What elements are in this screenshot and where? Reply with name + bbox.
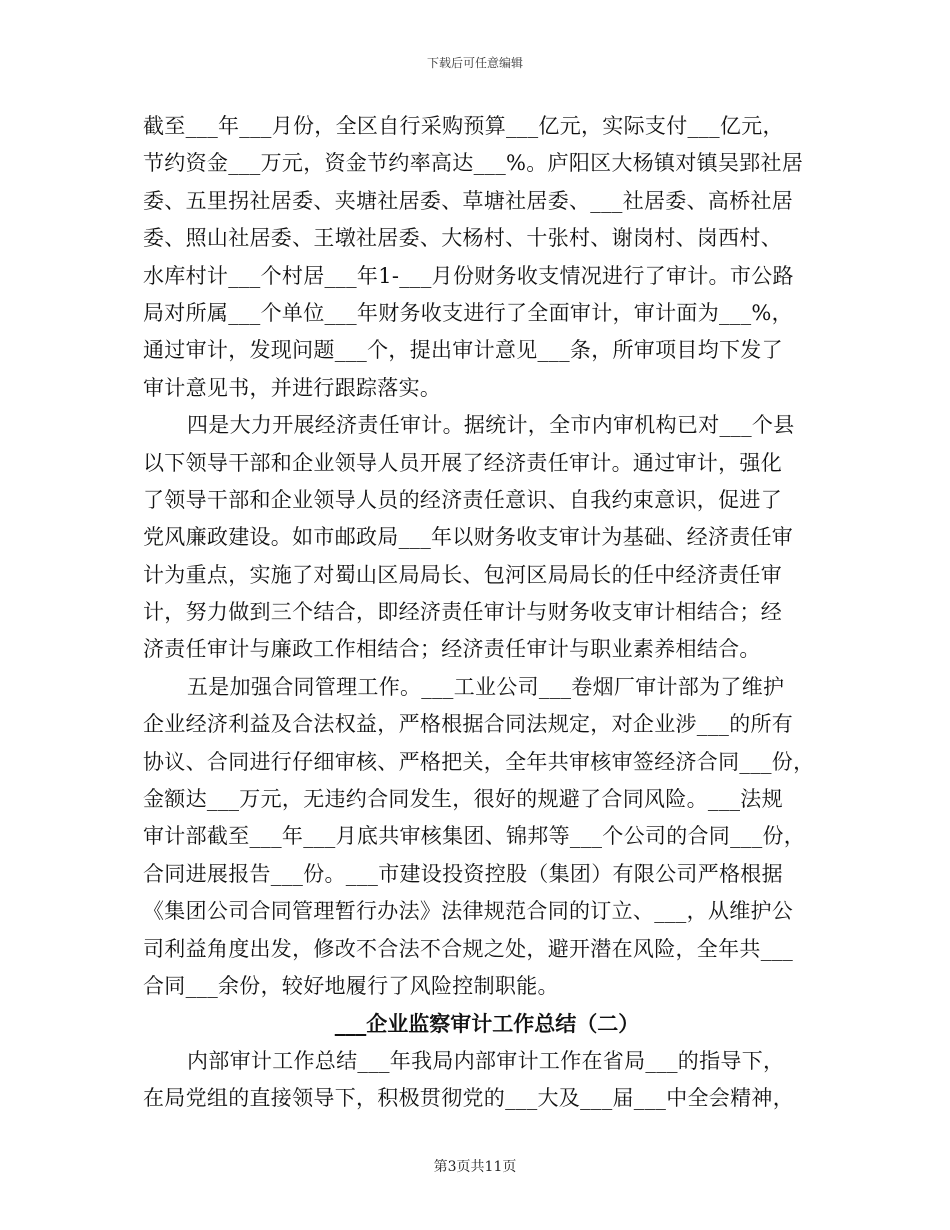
text-line: 局对所属___个单位___年财务收支进行了全面审计，审计面为___%， xyxy=(143,300,793,325)
paragraph-block-1 xyxy=(143,108,823,1005)
text-line: 司利益角度出发，修改不合法不合规之处，避开潜在风险，全年共___ xyxy=(143,936,794,961)
text-line: 截至___年___月份，全区自行采购预算___亿元，实际支付___亿元， xyxy=(143,114,784,138)
text-line: 《集团公司合同管理暂行办法》法律规范合同的订立、___，从维护公 xyxy=(143,899,794,924)
text-line: 节约资金___万元，资金节约率高达___%。庐阳区大杨镇对镇吴郢社居 xyxy=(143,151,804,176)
text-line: 济责任审计与廉政工作相结合；经济责任审计与职业素养相结合。 xyxy=(143,637,761,662)
text-line: 委、照山社居委、王墩社居委、大杨村、十张村、谢岗村、岗西村、 xyxy=(143,226,782,251)
text-line: 通过审计，发现问题___个，提出审计意见___条，所审项目均下发了 xyxy=(143,338,783,363)
document-body xyxy=(143,108,823,1118)
text-line: 审计部截至___年___月底共审核集团、锦邦等___个公司的合同___份， xyxy=(143,824,806,849)
text-line: 企业经济利益及合法权益，严格根据合同法规定，对企业涉___的所有 xyxy=(143,712,794,737)
text-line: 协议、合同进行仔细审核、严格把关，全年共审核审签经济合同___份， xyxy=(143,749,815,774)
page-header: 下载后可任意编辑 xyxy=(426,56,523,70)
text-line: 五是加强合同管理工作。___工业公司___卷烟厂审计部为了维护 xyxy=(187,674,785,699)
paragraph-block-2 xyxy=(143,1043,823,1118)
text-line: 内部审计工作总结___年我局内部审计工作在省局___的指导下， xyxy=(187,1048,785,1073)
text-line: 四是大力开展经济责任审计。据统计，全市内审机构已对___个县 xyxy=(187,413,795,438)
text-line: 委、五里拐社居委、夹塘社居委、草塘社居委、___社居委、高桥社居 xyxy=(143,188,794,213)
page-footer: 第3页共11页 xyxy=(433,1159,517,1175)
text-line: 合同___余份，较好地履行了风险控制职能。 xyxy=(143,973,559,998)
text-line: 审计意见书，并进行跟踪落实。 xyxy=(143,375,442,400)
text-line: 以下领导干部和企业领导人员开展了经济责任审计。通过审计，强化 xyxy=(143,450,782,475)
text-line: 合同进展报告___份。___市建设投资控股（集团）有限公司严格根据 xyxy=(143,861,783,886)
text-line: 了领导干部和企业领导人员的经济责任意识、自我约束意识，促进了 xyxy=(143,487,782,512)
text-line: 水库村计___个村居___年1-___月份财务收支情况进行了审计。市公路 xyxy=(143,263,794,288)
text-line: 党风廉政建设。如市邮政局___年以财务收支审计为基础、经济责任审 xyxy=(143,525,794,550)
text-line: 计为重点，实施了对蜀山区局局长、包河区局局长的任中经济责任审 xyxy=(143,562,782,587)
text-line: 金额达___万元，无违约合同发生，很好的规避了合同风险。___法规 xyxy=(143,787,783,812)
text-line: 计，努力做到三个结合，即经济责任审计与财务收支审计相结合；经 xyxy=(143,600,782,625)
section-title: ___企业监察审计工作总结（二） xyxy=(334,1011,640,1037)
text-line: 在局党组的直接领导下，积极贯彻党的___大及___届___中全会精神， xyxy=(143,1086,794,1111)
